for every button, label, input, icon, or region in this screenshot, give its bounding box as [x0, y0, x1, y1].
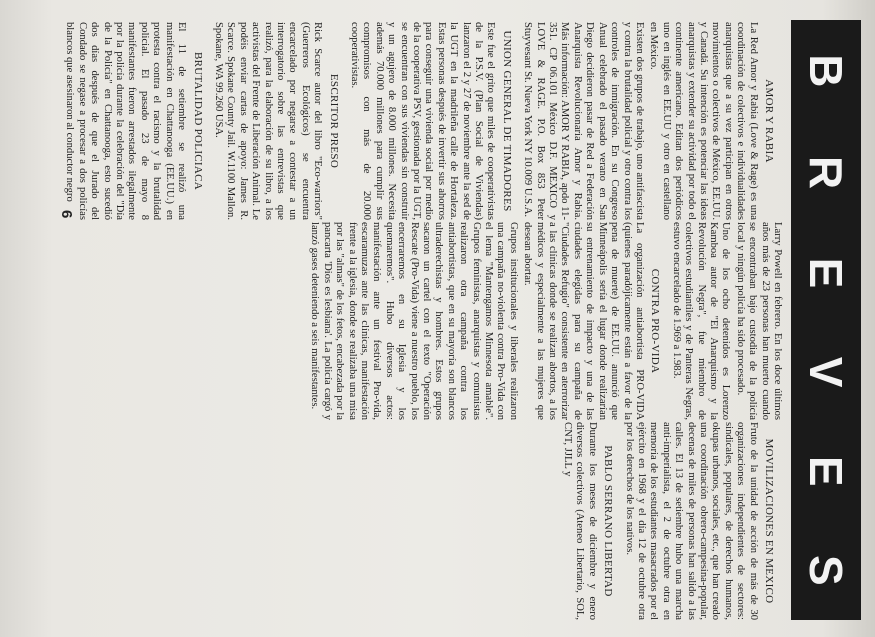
section-title: PABLO SERRANO LIBERTAD — [602, 445, 615, 597]
section-title: AMOR Y RABIA — [763, 79, 775, 163]
section-title: MOVILIZACIONES EN MEXICO — [763, 438, 775, 604]
paragraph: Fruto de la unidad de acción de más de 30 organizaciones independientes de sectores: sindicales, populares, de derechos humanos, okupas urbanos, sociales, etc., que han creado una coordinación obrero-campesina-popular, decenas de miles de personas han salido a las calles. El 13 de setiembre hubo una marcha anti-imperialista, el 2 de octubre otra en memoria de los estudiantes masacrados por el ejército en 1968 y el día 12 de octubre otra por los derechos de los nativos. — [623, 422, 759, 620]
banner-letter: B — [800, 54, 852, 88]
paragraph: La Red Amor y Rabia (Love & Rage) es una coordinación de colectivos e individualidades anarquistas que a su vez participan en otros movimientos o colectivos de México, EE.UU. y Canadá. Su intención es potenciar las ideas anarquistas y extender su actividad por todo el continente americano. Editan dos periódicos uno en inglés en EE.UU y otro en castellano en México. — [648, 22, 759, 220]
paragraph: Este fue el grito que miles de cooperativistas de la P.S.V. (Plan Social de Viviendas) lanzaron el 2 y 27 de noviembre ante la sed de la UGT en la madrileña calle de Hortaleza. Estas personas después de invertir sus ahorros para conseguir una vivienda social por medio de la cooperativa PSV, gestionada por la UGT, se encuentran con sus viviendas sin construir y un agujero de 8.000 millones. Necesita además 70.000 millones para cumplir sus compromisos con más de 20.000 cooperativistas. — [349, 22, 497, 220]
banner-letter: E — [800, 455, 852, 487]
paragraph: El 11 de setiembre se realizó una manifestación en Chattanooga (EE.UU.) en protesta contra el racismo y la brutalidad policial. El pasado 23 de mayo 8 manifestantes fueron arrestados ilegalmente por la policía durante la celebración del "Día de la Policía" en Chattanooga, esto sucedió dos días después de que el Jurado del Condado se negase a procesar a dos policías blancos que asesinaron al conductor negro — [64, 22, 188, 220]
section-title: CONTRA PRO-VIDA — [649, 268, 662, 374]
section-title: ESCRITOR PRESO — [327, 73, 340, 169]
banner-letter: S — [800, 555, 852, 586]
column-left — [3, 22, 783, 220]
banner-letter: R — [800, 155, 852, 190]
breves-banner — [791, 20, 861, 620]
paragraph: Rick Scarce autor del libro "Eco-warriors" (Guerreros Ecológicos) se encuentra encarcelado por negarse a contestar a un interrogatorio sobre las entrevistas que realizó, para la elaboración de su libro, a los activistas del Frente de Liberación Animal. Le podéis enviar cartas de apoyo: James R. Scarce. Spokane County Jail. W.1100 Mallon. Spokane, WA 99.260 USA. — [212, 22, 324, 220]
column-right — [3, 422, 783, 620]
column-middle — [3, 222, 783, 420]
banner-letter: V — [800, 356, 852, 388]
paragraph: Grupos institucionales y liberales realizaron una campaña no-violenta contra Pro-Vida con el lema "Mantengamos Minnesota amable". Grupos feministas, anarquistas y comunistas realizaron otra campaña contra los antiabortistas, que en su mayoría son blancos ultraderechistas y hombres. Estos grupos sacaron un cartel con el texto "Operación Rescate (Pro-Vida) viene a nuestro pueblo, los encerraremos en su Iglesia y los quemaremos". Hubo diversos actos: manifestación ante un festival Pro-vida, escaramuzas ante las clínicas, manifestación frente a la iglesia, donde se realizaba una misa por las "almas" de los fetos, encabezada por la pancarta 'Dios es lesbiana'. La policía cargó y lanzó gases deteniendo a seis manifestantes. — [309, 222, 519, 420]
paragraph: La organización antiabortista PRO-VIDA (quienes paradójicamente están a favor de la pena de muerte) de EE.UU. anunció que Minneápolis sería el lugar donde realizarían su entrenamiento de impacto y una de las ciudades elegidas para su campaña de "Ciudades Refugio" consistente en aterrorizar a las clínicas donde se realizan abortos, a los médicos y especialmente a las mujeres que desean abortar. — [522, 222, 645, 420]
banner-letter: E — [800, 257, 852, 289]
page-number: 6 — [58, 210, 75, 219]
section-title: UNION GENERAL DE TIMADORES — [500, 30, 513, 212]
section-title: BRUTALIDAD POLICIACA — [191, 51, 204, 191]
paragraph: Larry Powell en febrero. En los doce últimos años más de 23 personas han muerto cuando se encontraban bajo custodia de la policía local y ningún policía ha sido procesado. — [734, 222, 783, 420]
paragraph: Uno de los ocho detenidos es Lorenzo Kamboa autor de "El Anarquismo y la Revolución Negra", fue miembro de colectivos estudiantiles y de Panteras Negras, estuvo encarcelado de 1.969 a 1.983. — [670, 222, 732, 420]
paragraph: Durante los meses de diciembre y enero diversos colectivos (Ateneo Libertario, SOL, CNT, JJLL y — [561, 422, 598, 620]
paragraph: Existen dos grupos de trabajo, uno antifascista y contra la brutalidad policial y otro contra los controles de inmigración. En su Congreso Anual celebrado el pasado verano en San Diego decidieron pasar de Red a Federación Anarquista Revolucionaria Amor y Rabia. Más información: AMOR Y RABIA, apdo 11-351. CP 06.101 México D.F. MEXICO y LOVE & RAGE. P.O. Box 853 Peter Stuyvesant St. Nueva York NY 10.009 U.S.A. — [522, 22, 645, 220]
